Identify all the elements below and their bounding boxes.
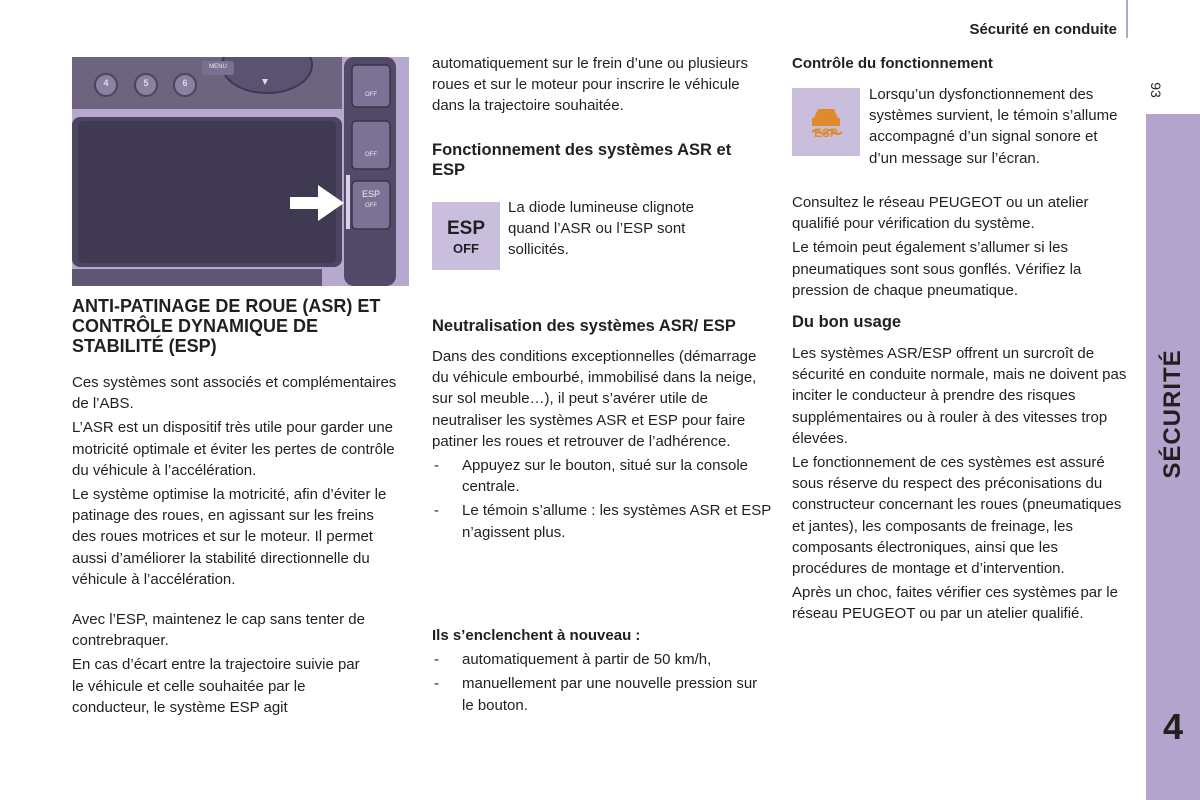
section-heading-asr-esp: ANTI-PATINAGE DE ROUE (ASR) ET CONTRÔLE DYNAMIQUE DE STABILITÉ (ESP)	[72, 296, 381, 356]
list-item: - automatiquement à partir de 50 km/h,	[432, 649, 772, 670]
column-middle-bottom	[432, 625, 772, 719]
paragraph: L’ASR est un dispositif très utile pour garder une motricité optimale et éviter les pertes de contrôle du véhicule à l’accélération.	[72, 419, 395, 479]
section-title: Sécurité en conduite	[969, 21, 1117, 38]
chapter-sidebar	[1146, 114, 1200, 800]
paragraph: Le système optimise la motricité, afin d’éviter le patinage des roues, en agissant sur les freins des roues motrices et sur le moteur. Il permet aussi d’améliorer la stabilité directionnelle du véhicule à l’accélération.	[72, 486, 387, 588]
heading-reenable: Ils s’enclenchent à nouveau :	[432, 627, 641, 644]
neutralisation-steps	[432, 455, 772, 543]
column-left	[72, 296, 412, 721]
esp-off-indicator-icon	[432, 202, 500, 270]
esp-off-icon-text: ESP	[446, 218, 486, 239]
paragraph: automatiquement sur le frein d’une ou plusieurs roues et sur le moteur pour inscrire le véhicule dans la trajectoire souhaitée.	[432, 55, 749, 115]
header-rule	[1126, 0, 1128, 38]
list-item: - manuellement par une nouvelle pression sur le bouton.	[432, 673, 772, 715]
skid-car-icon	[792, 88, 860, 156]
paragraph: En cas d’écart entre la trajectoire suivie par le véhicule et celle souhaitée par le conducteur, le système ESP agit	[72, 656, 360, 716]
esp-switch-off-label: OFF	[365, 203, 377, 209]
alarm-off-label: OFF	[365, 152, 377, 158]
heading-fonctionnement: Fonctionnement des systèmes ASR et ESP	[432, 140, 732, 179]
column-middle	[432, 53, 772, 180]
paragraph: Dans des conditions exceptionnelles (démarrage du véhicule embourbé, immobilisé dans la neige, sur sol meuble…), il peut s’avérer utile de neutraliser les systèmes ASR et ESP pour faire patiner les roues et retrouver de l’adhérence.	[432, 348, 757, 450]
paragraph: Après un choc, faites vérifier ces systèmes par le réseau PEUGEOT ou par un atelier qualifié.	[792, 584, 1118, 623]
column-middle-lower	[432, 316, 772, 546]
list-item: - Le témoin s’allume : les systèmes ASR et ESP n’agissent plus.	[432, 500, 772, 542]
paragraph: Consultez le réseau PEUGEOT ou un atelier qualifié pour vérification du système.	[792, 194, 1089, 233]
paragraph: Les systèmes ASR/ESP offrent un surcroît de sécurité en conduite normale, mais ne doivent pas inciter le conducteur à prendre des risques supplémentaires ou à rouler à des vitesses trop élevées.	[792, 345, 1127, 447]
esp-warning-icon	[792, 88, 860, 156]
heading-neutralisation: Neutralisation des systèmes ASR/ ESP	[432, 317, 736, 335]
esp-switch-label: ESP	[361, 189, 380, 199]
radio-button-5: 5	[143, 78, 149, 88]
column-right	[792, 192, 1132, 628]
heading-controle: Contrôle du fonctionnement	[792, 55, 993, 72]
paragraph: Le témoin peut également s’allumer si les pneumatiques sont sous gonflés. Vérifiez la pression de chaque pneumatique.	[792, 239, 1082, 299]
warning-description: Lorsqu’un dysfonctionnement des systèmes survient, le témoin s’allume accompagné d’un signal sonore et d’un message sur l’écran.	[869, 86, 1118, 167]
chapter-number: 4	[1162, 706, 1184, 747]
radio-button-4: 4	[103, 78, 109, 88]
park-assist-off-label: OFF	[365, 92, 377, 98]
esp-off-icon-subtext: OFF	[453, 241, 479, 256]
list-item: - Appuyez sur le bouton, situé sur la console centrale.	[432, 455, 772, 497]
page-number: 93	[1148, 82, 1164, 98]
console-photo	[72, 57, 409, 286]
paragraph: Ces systèmes sont associés et complémentaires de l’ABS.	[72, 374, 397, 413]
paragraph: Le fonctionnement de ces systèmes est assuré sous réserve du respect des préconisations du constructeur concernant les roues (pneumatiques et jantes), les composants de freinage, les composants électroniques, ainsi que les procédures de montage et d’intervention.	[792, 454, 1122, 578]
esp-warning-icon-text: ESP	[813, 126, 838, 140]
reenable-steps	[432, 649, 772, 716]
radio-button-6: 6	[182, 78, 188, 88]
chapter-label: SÉCURITÉ	[1159, 349, 1186, 479]
paragraph: Avec l’ESP, maintenez le cap sans tenter de contrebraquer.	[72, 611, 365, 650]
heading-usage: Du bon usage	[792, 313, 902, 332]
menu-label: MENU	[209, 64, 227, 70]
diode-description: La diode lumineuse clignote quand l’ASR ou l’ESP sont sollicités.	[508, 199, 694, 259]
